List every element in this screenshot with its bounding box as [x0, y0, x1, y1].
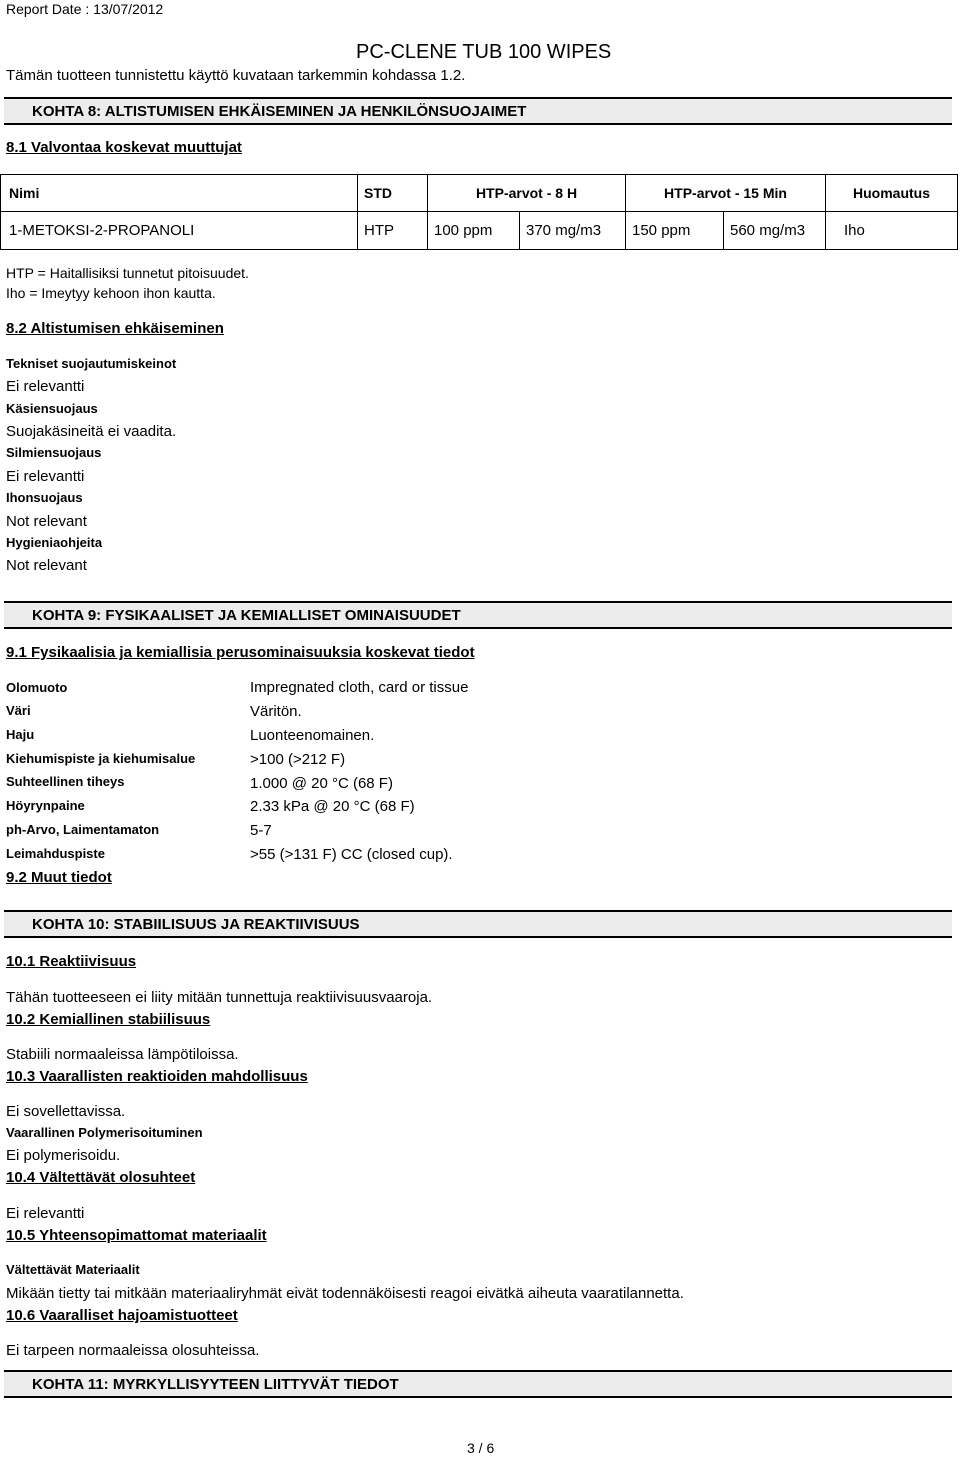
note-htp: HTP = Haitallisiksi tunnetut pitoisuudet.	[6, 265, 249, 281]
subsection-10-3: 10.3 Vaarallisten reaktioiden mahdollisuus	[6, 1068, 308, 1085]
materials-text: Mikään tietty tai mitkään materiaaliryhmät eivät todennäköisesti reagoi eivätkä aiheuta vaaratilannetta.	[6, 1285, 684, 1302]
property-name: Höyrynpaine	[6, 798, 85, 813]
item-label: Käsiensuojaus	[6, 401, 98, 416]
reactions-text: Ei sovellettavissa.	[6, 1103, 126, 1120]
section-10-title: KOHTA 10: STABIILISUUS JA REAKTIIVISUUS	[32, 916, 360, 933]
table-header-cell: Nimi	[9, 185, 40, 201]
table-header-cell: HTP-arvot - 15 Min	[625, 175, 825, 211]
section-11-title: KOHTA 11: MYRKYLLISYYTEEN LIITTYVÄT TIEDOT	[32, 1376, 399, 1393]
property-name: Suhteellinen tiheys	[6, 774, 125, 789]
section-8-header	[4, 97, 952, 125]
subsection-10-6: 10.6 Vaaralliset hajoamistuotteet	[6, 1307, 238, 1324]
section-8-title: KOHTA 8: ALTISTUMISEN EHKÄISEMINEN JA HENKILÖNSUOJAIMET	[32, 103, 527, 120]
table-cell: 560 mg/m3	[723, 212, 825, 249]
section-10-header	[4, 910, 952, 938]
section-9-title: KOHTA 9: FYSIKAALISET JA KEMIALLISET OMINAISUUDET	[32, 607, 461, 624]
table-header-cell: Huomautus	[825, 175, 957, 211]
property-name: Haju	[6, 727, 35, 742]
property-value: 2.33 kPa @ 20 °C (68 F)	[250, 798, 415, 815]
polymerisation-label: Vaarallinen Polymerisoituminen	[6, 1125, 203, 1140]
page-number: 3 / 6	[467, 1440, 495, 1456]
subsection-8-1: 8.1 Valvontaa koskevat muuttujat	[6, 139, 242, 156]
property-value: 1.000 @ 20 °C (68 F)	[250, 775, 393, 792]
property-name: Kiehumispiste ja kiehumisalue	[6, 751, 196, 766]
item-value: Ei relevantti	[6, 378, 85, 395]
item-value: Not relevant	[6, 557, 87, 574]
polymerisation-text: Ei polymerisoidu.	[6, 1147, 121, 1164]
note-iho: Iho = Imeytyy kehoon ihon kautta.	[6, 285, 216, 301]
item-value: Suojakäsineitä ei vaadita.	[6, 423, 177, 440]
reactivity-text: Tähän tuotteeseen ei liity mitään tunnettuja reaktiivisuusvaaroja.	[6, 989, 433, 1006]
table-cell: 1-METOKSI-2-PROPANOLI	[9, 222, 195, 239]
table-cell: 370 mg/m3	[519, 212, 625, 249]
exposure-limits-table	[0, 174, 958, 250]
property-name: Leimahduspiste	[6, 846, 105, 861]
property-name: Väri	[6, 703, 31, 718]
item-label: Hygieniaohjeita	[6, 535, 103, 550]
property-value: >100 (>212 F)	[250, 751, 346, 768]
subsection-8-2: 8.2 Altistumisen ehkäiseminen	[6, 320, 224, 337]
property-name: Olomuoto	[6, 680, 68, 695]
item-value: Not relevant	[6, 513, 87, 530]
property-value: Väritön.	[250, 703, 302, 720]
intro-text: Tämän tuotteen tunnistettu käyttö kuvataan tarkemmin kohdassa 1.2.	[6, 67, 466, 84]
subsection-10-5: 10.5 Yhteensopimattomat materiaalit	[6, 1227, 267, 1244]
subsection-10-2: 10.2 Kemiallinen stabiilisuus	[6, 1011, 211, 1028]
item-value: Ei relevantti	[6, 468, 85, 485]
table-header-row	[1, 175, 957, 212]
item-label: Ihonsuojaus	[6, 490, 83, 505]
subsection-10-1: 10.1 Reaktiivisuus	[6, 953, 137, 970]
property-name: ph-Arvo, Laimentamaton	[6, 822, 160, 837]
report-date: Report Date : 13/07/2012	[6, 1, 164, 17]
product-title: PC-CLENE TUB 100 WIPES	[356, 41, 612, 63]
table-cell: 100 ppm	[427, 212, 519, 249]
table-cell: Iho	[825, 212, 957, 249]
table-cell: 150 ppm	[625, 212, 723, 249]
section-9-header	[4, 601, 952, 629]
materials-label: Vältettävät Materiaalit	[6, 1262, 140, 1277]
item-label: Tekniset suojautumiskeinot	[6, 356, 177, 371]
decomposition-text: Ei tarpeen normaaleissa olosuhteissa.	[6, 1342, 260, 1359]
item-label: Silmiensuojaus	[6, 445, 102, 460]
property-value: >55 (>131 F) CC (closed cup).	[250, 846, 453, 863]
stability-text: Stabiili normaaleissa lämpötiloissa.	[6, 1046, 239, 1063]
conditions-text: Ei relevantti	[6, 1205, 85, 1222]
subsection-10-4: 10.4 Vältettävät olosuhteet	[6, 1169, 196, 1186]
table-row	[1, 212, 957, 249]
table-header-cell: HTP-arvot - 8 H	[427, 175, 625, 211]
subsection-9-2: 9.2 Muut tiedot	[6, 869, 112, 886]
property-value: Impregnated cloth, card or tissue	[250, 679, 469, 696]
table-cell: HTP	[357, 212, 427, 249]
property-value: 5-7	[250, 822, 272, 839]
section-11-header	[4, 1370, 952, 1398]
subsection-9-1: 9.1 Fysikaalisia ja kemiallisia perusominaisuuksia koskevat tiedot	[6, 644, 475, 661]
table-header-cell: STD	[357, 175, 427, 211]
property-value: Luonteenomainen.	[250, 727, 375, 744]
